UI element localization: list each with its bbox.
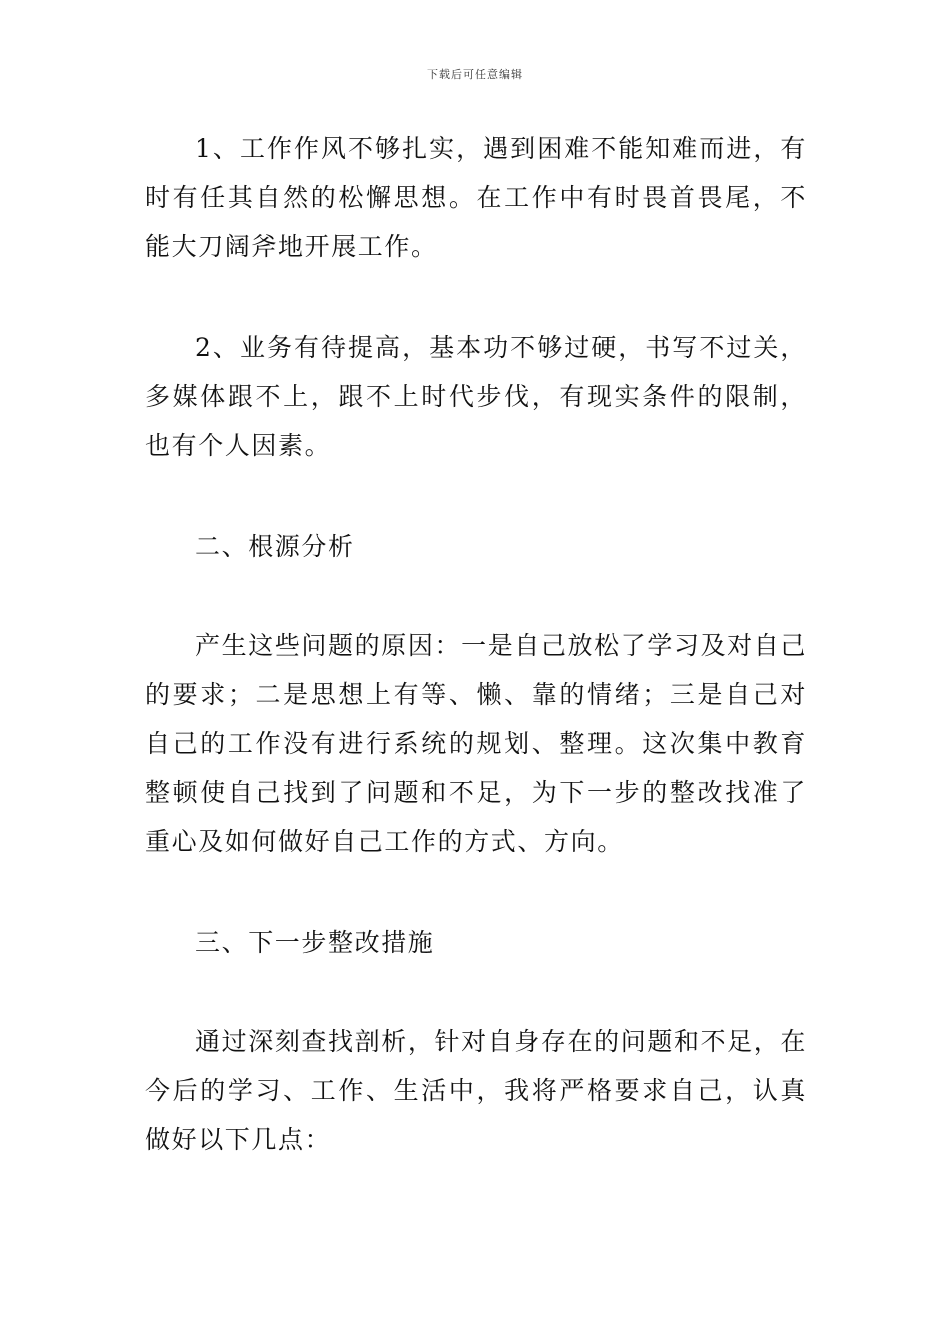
header-note: 下载后可任意编辑 — [427, 68, 523, 81]
section-heading-root-cause: 二、根源分析 — [195, 532, 355, 561]
document-body — [145, 124, 807, 1216]
paragraph-root-cause: 产生这些问题的原因：一是自己放松了学习及对自己的要求；二是思想上有等、懒、靠的情绪；三是自己对自己的工作没有进行系统的规划、整理。这次集中教育整顿使自己找到了问题和不足，为下一步的整改找准了重心及如何做好自己工作的方式、方向。 — [145, 631, 807, 856]
section-heading-next-steps: 三、下一步整改措施 — [195, 928, 435, 957]
paragraph-business-skills: 2、业务有待提高，基本功不够过硬，书写不过关，多媒体跟不上，跟不上时代步伐，有现实条件的限制，也有个人因素。 — [145, 333, 807, 460]
paragraph-work-style: 1、工作作风不够扎实，遇到困难不能知难而进，有时有任其自然的松懈思想。在工作中有时畏首畏尾，不能大刀阔斧地开展工作。 — [145, 134, 807, 261]
paragraph-next-steps: 通过深刻查找剖析，针对自身存在的问题和不足，在今后的学习、工作、生活中，我将严格要求自己，认真做好以下几点： — [145, 1027, 807, 1154]
